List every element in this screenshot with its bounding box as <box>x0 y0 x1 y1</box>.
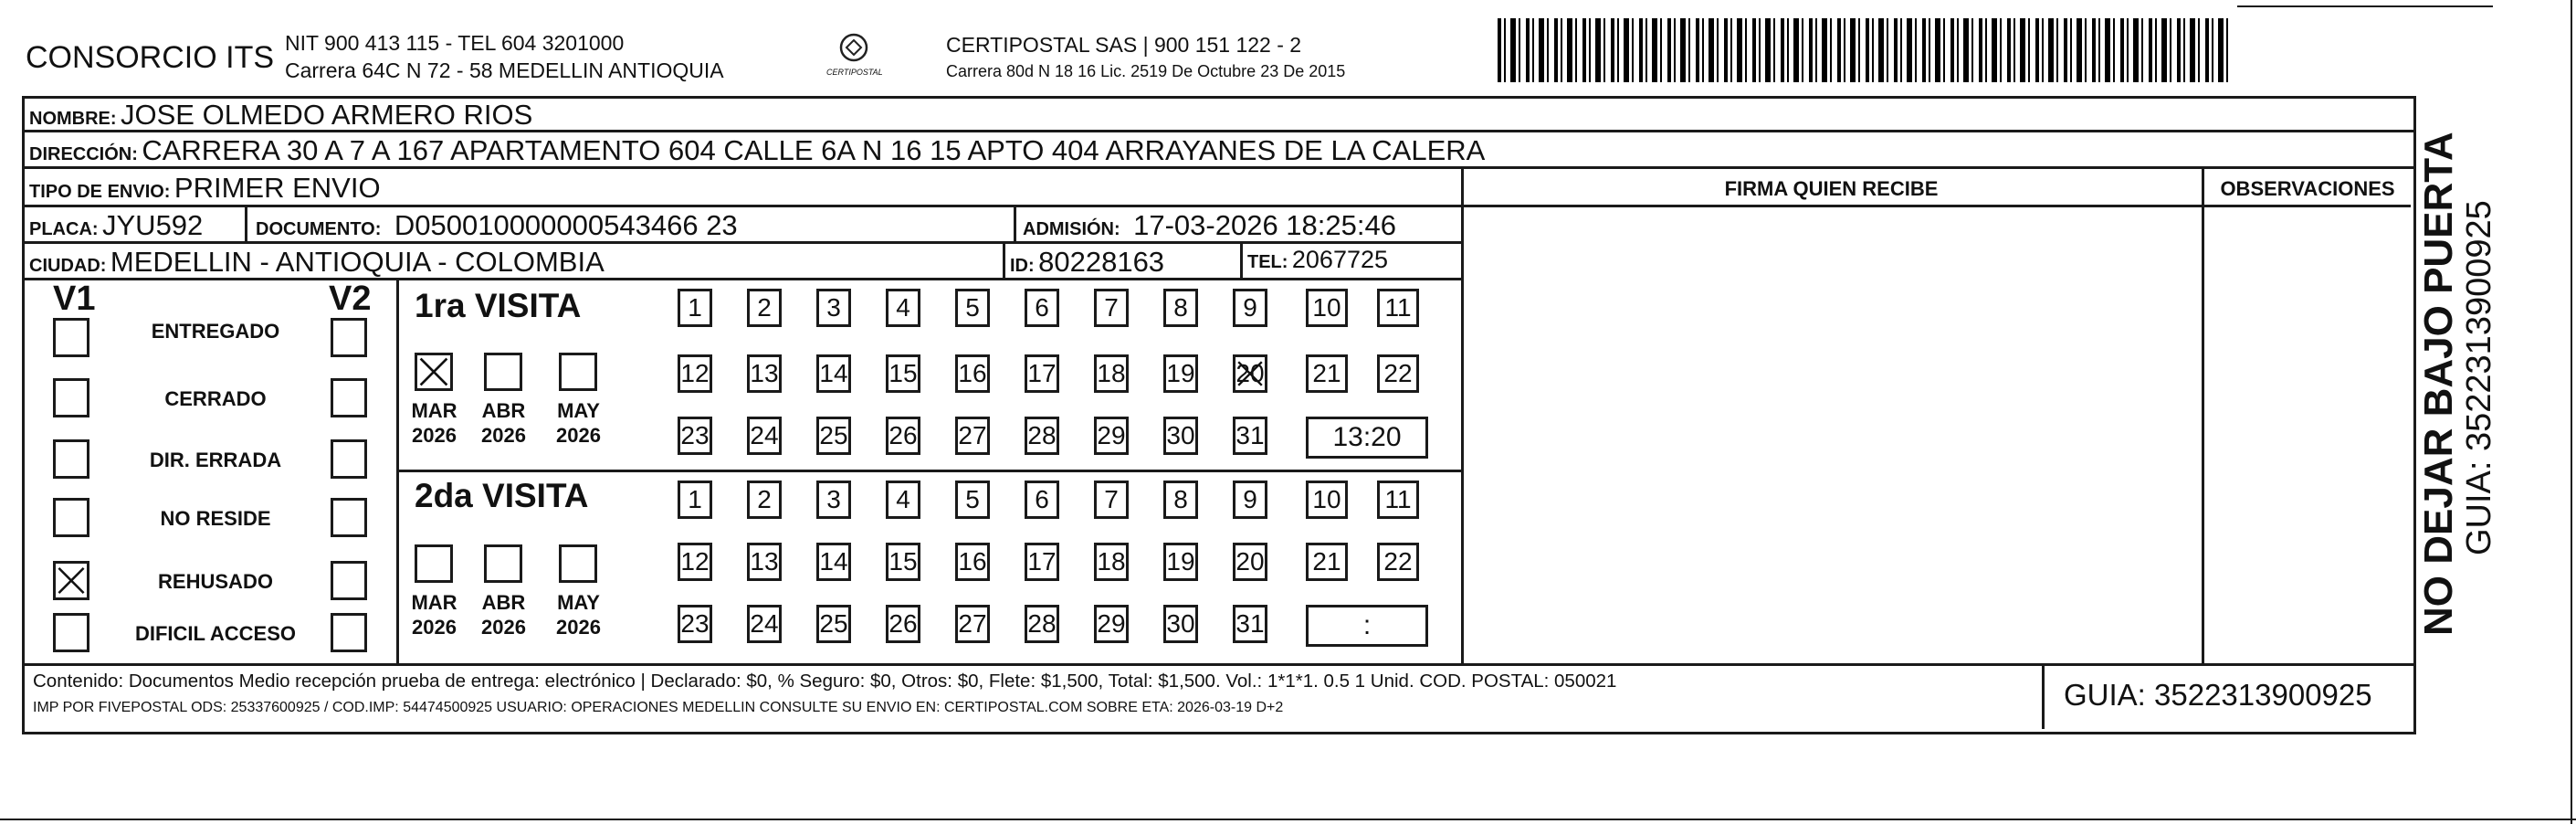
day-box[interactable]: 26 <box>886 417 920 455</box>
day-box[interactable]: 2 <box>747 481 782 519</box>
admision-label: ADMISIÓN: <box>1023 219 1120 239</box>
day-box[interactable]: 16 <box>955 543 990 581</box>
page-bottom-edge <box>0 819 2576 820</box>
status-v2-checkbox[interactable] <box>331 561 367 600</box>
day-box[interactable]: 12 <box>678 543 712 581</box>
month-checkbox[interactable] <box>484 544 522 583</box>
month-year: 2026 <box>412 616 457 639</box>
month-year: 2026 <box>556 424 601 447</box>
month-checkbox[interactable] <box>415 353 453 391</box>
month-label <box>553 590 604 639</box>
footer-content: Contenido: Documentos Medio recepción prueba de entrega: electrónico | Declarado: $0, % Seguro: $0, Otros: $0, Flete: $1,500, Total: $1,500. Vol.: 1*1*1. 0.5 1 Unid. COD. POSTAL: 050021 <box>33 671 1617 692</box>
side-guia: GUIA: 3522313900925 <box>2460 200 2498 555</box>
barcode <box>1498 18 2228 82</box>
direccion-row <box>29 134 1485 167</box>
day-box[interactable]: 2 <box>747 289 782 327</box>
status-label: CERRADO <box>164 387 267 410</box>
nombre-value: JOSE OLMEDO ARMERO RIOS <box>121 99 533 131</box>
top-divider <box>2237 5 2493 7</box>
month-checkbox[interactable] <box>559 544 597 583</box>
day-box[interactable]: 23 <box>678 417 712 455</box>
divider <box>22 205 1463 207</box>
day-box[interactable]: 5 <box>955 481 990 519</box>
divider <box>1461 205 2411 207</box>
month-name: ABR <box>481 591 526 614</box>
day-box[interactable]: 22 <box>1377 543 1419 581</box>
day-box[interactable]: 6 <box>1025 289 1059 327</box>
day-box[interactable]: 7 <box>1094 289 1129 327</box>
day-box[interactable]: 17 <box>1025 354 1059 393</box>
month-year: 2026 <box>412 424 457 447</box>
status-v1-checkbox[interactable] <box>53 498 89 537</box>
day-box[interactable]: 29 <box>1094 605 1129 643</box>
status-v1-checkbox[interactable] <box>53 439 89 479</box>
company-address: Carrera 64C N 72 - 58 MEDELLIN ANTIOQUIA <box>285 58 724 82</box>
divider <box>1240 241 1243 280</box>
day-box[interactable]: 25 <box>816 605 851 643</box>
footer-print-info: IMP POR FIVEPOSTAL ODS: 25337600925 / COD.IMP: 54474500925 USUARIO: OPERACIONES MEDELLIN CONSULTE SU ENVIO EN: CERTIPOSTAL.COM SOBRE ETA: 2026-03-19 D+2 <box>33 700 1284 715</box>
admision-row <box>1023 209 1396 242</box>
day-box[interactable]: 31 <box>1233 605 1267 643</box>
month-name: MAY <box>557 591 600 614</box>
day-box[interactable]: 30 <box>1163 605 1198 643</box>
direccion-value: CARRERA 30 A 7 A 167 APARTAMENTO 604 CALLE 6A N 16 15 APTO 404 ARRAYANES DE LA CALERA <box>142 134 1486 166</box>
status-v2-checkbox[interactable] <box>331 378 367 417</box>
day-box[interactable]: 18 <box>1094 354 1129 393</box>
day-box[interactable]: 25 <box>816 417 851 455</box>
day-box[interactable]: 23 <box>678 605 712 643</box>
divider <box>1003 241 1005 280</box>
day-box[interactable]: 16 <box>955 354 990 393</box>
status-label: DIR. ERRADA <box>149 449 282 471</box>
month-label <box>478 398 529 448</box>
certipostal-logo <box>826 31 881 82</box>
day-box[interactable]: 15 <box>886 354 920 393</box>
status-v1-checkbox[interactable] <box>53 613 89 652</box>
v1-header: V1 <box>53 280 96 318</box>
day-box[interactable]: 14 <box>816 543 851 581</box>
company-name: CONSORCIO ITS <box>26 40 275 75</box>
day-box[interactable]: 26 <box>886 605 920 643</box>
day-box[interactable]: 28 <box>1025 605 1059 643</box>
placa-label: PLACA: <box>29 219 99 239</box>
month-checkbox[interactable] <box>415 544 453 583</box>
status-label: REHUSADO <box>158 570 273 593</box>
documento-row <box>256 209 738 242</box>
day-box[interactable]: 9 <box>1233 481 1267 519</box>
company-nit: NIT 900 413 115 - TEL 604 3201000 <box>285 31 625 55</box>
v2-header: V2 <box>329 280 372 318</box>
certipostal-license: Carrera 80d N 18 16 Lic. 2519 De Octubre 23 De 2015 <box>946 62 1346 80</box>
visit2-title: 2da VISITA <box>415 477 589 514</box>
firma-area[interactable] <box>1465 208 2201 661</box>
month-checkbox[interactable] <box>484 353 522 391</box>
divider <box>396 470 1463 472</box>
day-box[interactable]: 10 <box>1306 289 1348 327</box>
divider <box>396 278 399 663</box>
status-v2-checkbox[interactable] <box>331 439 367 479</box>
day-box[interactable]: 15 <box>886 543 920 581</box>
day-box[interactable]: 20 <box>1233 354 1267 393</box>
nombre-label: NOMBRE: <box>29 109 117 129</box>
tel-label: TEL: <box>1247 252 1288 272</box>
observaciones-header: OBSERVACIONES <box>2220 177 2395 200</box>
ciudad-value: MEDELLIN - ANTIOQUIA - COLOMBIA <box>110 246 605 278</box>
placa-row <box>29 209 203 242</box>
month-year: 2026 <box>481 424 526 447</box>
status-v2-checkbox[interactable] <box>331 318 367 357</box>
day-box[interactable]: 11 <box>1377 481 1419 519</box>
divider <box>1014 205 1016 243</box>
day-box[interactable]: 7 <box>1094 481 1129 519</box>
day-box[interactable]: 24 <box>747 605 782 643</box>
admision-value: 17-03-2026 18:25:46 <box>1133 209 1396 241</box>
time-box[interactable]: 13:20 <box>1306 417 1428 459</box>
status-v1-checkbox[interactable] <box>53 561 89 600</box>
month-name: MAY <box>557 399 600 422</box>
no-dejar-bajo-puerta: NO DEJAR BAJO PUERTA <box>2416 132 2461 636</box>
day-box[interactable]: 8 <box>1163 289 1198 327</box>
day-box[interactable]: 27 <box>955 417 990 455</box>
id-row <box>1010 246 1164 279</box>
documento-label: DOCUMENTO: <box>256 219 382 239</box>
day-box[interactable]: 5 <box>955 289 990 327</box>
page-right-edge <box>2571 0 2572 824</box>
tipo-value: PRIMER ENVIO <box>173 172 381 204</box>
tipo-label: TIPO DE ENVIO: <box>29 182 171 202</box>
documento-value: D050010000000543466 23 <box>394 209 738 241</box>
day-box[interactable]: 18 <box>1094 543 1129 581</box>
certipostal-logo-text: CERTIPOSTAL <box>826 68 883 77</box>
day-box[interactable]: 13 <box>747 354 782 393</box>
ciudad-label: CIUDAD: <box>29 256 107 276</box>
day-box[interactable]: 1 <box>678 481 712 519</box>
placa-value: JYU592 <box>102 209 204 241</box>
id-label: ID: <box>1010 256 1035 276</box>
observaciones-area[interactable] <box>2205 208 2410 661</box>
month-checkbox[interactable] <box>559 353 597 391</box>
divider <box>22 663 2413 666</box>
month-year: 2026 <box>481 616 526 639</box>
day-box[interactable]: 1 <box>678 289 712 327</box>
day-box[interactable]: 6 <box>1025 481 1059 519</box>
divider <box>245 205 247 243</box>
day-box[interactable]: 27 <box>955 605 990 643</box>
month-year: 2026 <box>556 616 601 639</box>
month-name: MAR <box>411 399 457 422</box>
day-box[interactable]: 30 <box>1163 417 1198 455</box>
month-label <box>553 398 604 448</box>
day-box[interactable]: 21 <box>1306 543 1348 581</box>
tel-value: 2067725 <box>1291 246 1389 273</box>
day-box[interactable]: 12 <box>678 354 712 393</box>
ciudad-row <box>29 246 605 279</box>
day-box[interactable]: 29 <box>1094 417 1129 455</box>
direccion-label: DIRECCIÓN: <box>29 144 138 164</box>
status-v1-checkbox[interactable] <box>53 378 89 417</box>
month-label <box>409 398 459 448</box>
day-box[interactable]: 11 <box>1377 289 1419 327</box>
day-box[interactable]: 9 <box>1233 289 1267 327</box>
footer-guia: GUIA: 3522313900925 <box>2064 678 2372 712</box>
day-box[interactable]: 10 <box>1306 481 1348 519</box>
visit1-title: 1ra VISITA <box>415 287 582 324</box>
day-box[interactable]: 19 <box>1163 354 1198 393</box>
divider <box>2042 663 2045 729</box>
day-box[interactable]: 4 <box>886 289 920 327</box>
status-v1-checkbox[interactable] <box>53 318 89 357</box>
day-box[interactable]: 24 <box>747 417 782 455</box>
status-label: DIFICIL ACCESO <box>134 622 296 645</box>
day-box[interactable]: 31 <box>1233 417 1267 455</box>
day-box[interactable]: 22 <box>1377 354 1419 393</box>
tel-row <box>1247 246 1388 274</box>
status-v2-checkbox[interactable] <box>331 613 367 652</box>
month-name: ABR <box>481 399 526 422</box>
divider <box>2202 166 2204 663</box>
status-label: NO RESIDE <box>160 507 271 530</box>
nombre-row <box>29 99 532 132</box>
day-mark <box>1235 357 1265 390</box>
month-name: MAR <box>411 591 457 614</box>
firma-header: FIRMA QUIEN RECIBE <box>1724 177 1939 200</box>
divider <box>1461 166 1464 663</box>
day-box[interactable]: 17 <box>1025 543 1059 581</box>
day-box[interactable]: 8 <box>1163 481 1198 519</box>
day-box[interactable]: 14 <box>816 354 851 393</box>
id-value: 80228163 <box>1038 246 1165 278</box>
month-label <box>478 590 529 639</box>
status-label: ENTREGADO <box>151 320 280 343</box>
tipo-row <box>29 172 381 205</box>
time-box[interactable]: : <box>1306 605 1428 647</box>
month-label <box>409 590 459 639</box>
day-box[interactable]: 28 <box>1025 417 1059 455</box>
certipostal-info: CERTIPOSTAL SAS | 900 151 122 - 2 <box>946 33 1302 57</box>
day-box[interactable]: 13 <box>747 543 782 581</box>
day-box[interactable]: 4 <box>886 481 920 519</box>
day-box[interactable]: 3 <box>816 481 851 519</box>
day-box[interactable]: 21 <box>1306 354 1348 393</box>
day-box[interactable]: 19 <box>1163 543 1198 581</box>
day-box[interactable]: 20 <box>1233 543 1267 581</box>
day-box[interactable]: 3 <box>816 289 851 327</box>
status-v2-checkbox[interactable] <box>331 498 367 537</box>
